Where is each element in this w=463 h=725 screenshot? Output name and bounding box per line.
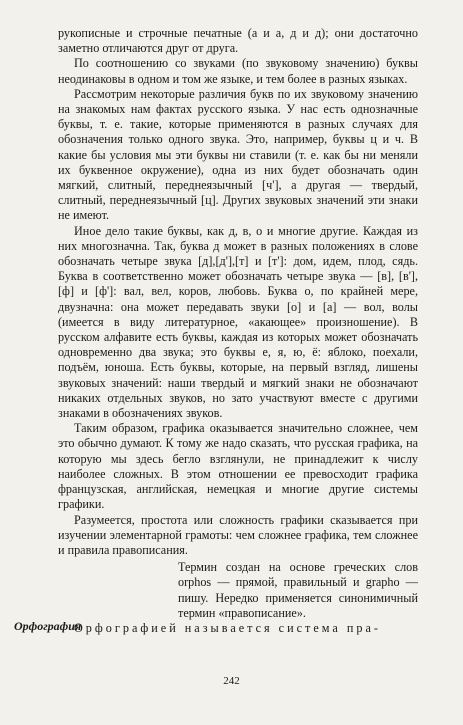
paragraph-continuation: рукописные и строчные печатные (а и а, д и д); они достаточно заметно отличаются друг от друга.	[58, 26, 418, 56]
marginal-heading: Орфография	[14, 619, 82, 633]
paragraph-graphics-complexity: Таким образом, графика оказывается значительно сложнее, чем это обычно думают. К тому же надо сказать, что русская графика, на которую мы здесь бегло взглянули, не принадлежит к числу наиболее сложных. В этом отношении ее превосходит графика французская, английская, немецкая и многие другие системы графики.	[58, 421, 418, 512]
orthography-definition-start: Орфографией называется система пра-	[74, 620, 381, 635]
page-body	[58, 26, 418, 636]
paragraph-unambiguous-letters: Рассмотрим некоторые различия букв по их звуковому значению на знакомых нам фактах русского языка. У нас есть однозначные буквы, т. е. такие, которые применяются в разных случаях для обозначения только одного звука. Это, например, буквы ц и ч. В какие бы условия мы эти буквы ни ставили (т. е. как бы ни меняли их буквенное окружение), одна из них будет обозначать один мягкий, слитный, переднеязычный [ч'], а другая — твердый, слитный, переднеязычный [ц]. Других звуковых значений эти знаки не имеют.	[58, 86, 418, 223]
term-definition: Термин создан на основе греческих слов orphos — прямой, правильный и grapho — пишу. Нередко применяется синонимичный термин «правописание».	[178, 560, 418, 620]
term-block	[58, 560, 418, 636]
paragraph-ambiguous-letters: Иное дело такие буквы, как д, в, о и многие другие. Каждая из них многозначна. Так, буква д может в разных положениях в слове обозначать четыре звука [д],[д'],[т] и [т']: дом, идем, плод, сядь. Буква в соответственно может обозначать четыре звука — [в], [в'], [ф] и [ф']: вал, вел, коров, любовь. Буква о, по крайней мере, двузначна: она может передавать звуки [о] и [а] — вол, волы (имеется в виду литературное, «акающее» произношение). В русском алфавите есть буквы, каждая из которых может обозначать одновременно два звука; это буквы е, я, ю, ё: яблоко, поехали, подъём, юноша. Есть буквы, которые, на первый взгляд, лишены звуковых значений: наши твердый и мягкий знаки не обозначают никаких отдельных звуков, но зато участвуют вместе с другими знаками в обозначениях звуков.	[58, 223, 418, 421]
paragraph-sound-relation: По соотношению со звуками (по звуковому значению) буквы неодинаковы в одном и том же языке, и тем более в разных языках.	[58, 56, 418, 86]
paragraph-simplicity: Разумеется, простота или сложность графики сказывается при изучении элементарной грамоты: чем сложнее графика, тем сложнее и правила правописания.	[58, 512, 418, 557]
page-number: 242	[223, 675, 240, 687]
